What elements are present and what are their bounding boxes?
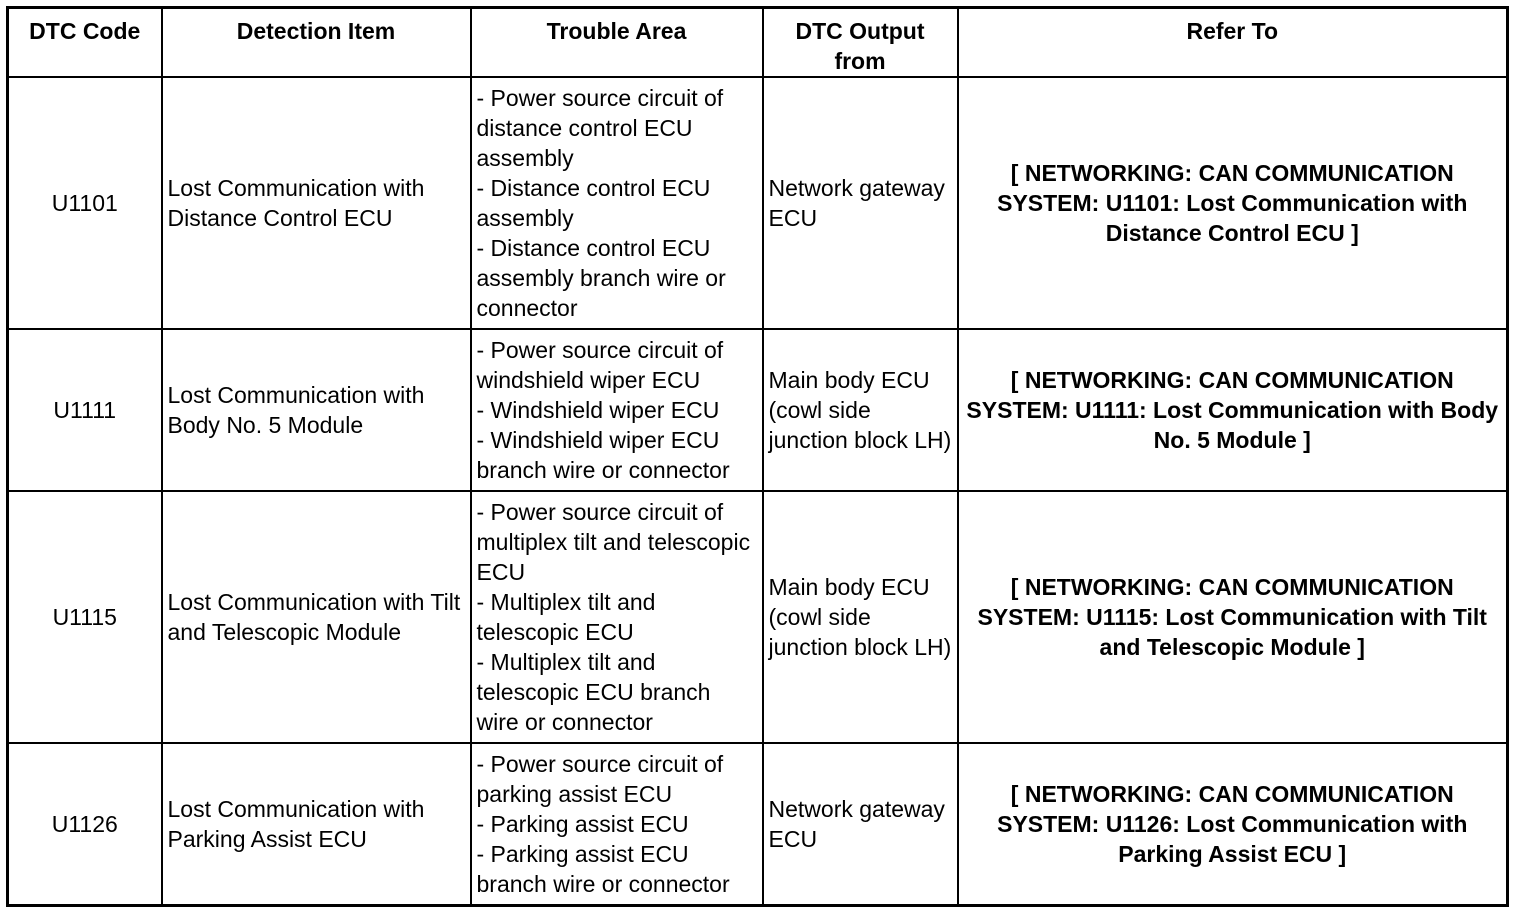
refer-to-link[interactable]: [ NETWORKING: CAN COMMUNICATION SYSTEM: U1101: Lost Communication with Distance Control ECU ] <box>958 77 1508 329</box>
dtc-table <box>6 6 1509 907</box>
refer-to-link[interactable]: [ NETWORKING: CAN COMMUNICATION SYSTEM: U1111: Lost Communication with Body No. 5 Module ] <box>958 329 1508 491</box>
trouble-area-line: - Distance control ECU assembly <box>476 175 711 231</box>
detection-item-cell: Lost Communication with Parking Assist ECU <box>162 743 471 906</box>
trouble-area-line: - Power source circuit of distance control ECU assembly <box>476 85 724 171</box>
detection-item-cell: Lost Communication with Body No. 5 Module <box>162 329 471 491</box>
trouble-area-line: - Distance control ECU assembly branch wire or connector <box>476 235 726 321</box>
detection-item-cell: Lost Communication with Distance Control ECU <box>162 77 471 329</box>
trouble-area-line: - Power source circuit of parking assist ECU <box>476 751 724 807</box>
trouble-area-cell <box>471 77 763 329</box>
trouble-area-cell <box>471 743 763 906</box>
dtc-output-cell: Network gateway ECU <box>763 743 958 906</box>
header-row <box>8 8 1508 78</box>
header-refer-to: Refer To <box>958 8 1508 78</box>
trouble-area-line: - Windshield wiper ECU branch wire or connector <box>476 427 730 483</box>
trouble-area-line: - Multiplex tilt and telescopic ECU branch wire or connector <box>476 649 711 735</box>
dtc-code-cell: U1115 <box>8 491 162 743</box>
dtc-code-cell: U1101 <box>8 77 162 329</box>
trouble-area-line: - Multiplex tilt and telescopic ECU <box>476 589 656 645</box>
refer-to-link[interactable]: [ NETWORKING: CAN COMMUNICATION SYSTEM: U1115: Lost Communication with Tilt and Telescopic Module ] <box>958 491 1508 743</box>
dtc-code-cell: U1126 <box>8 743 162 906</box>
header-dtc-code: DTC Code <box>8 8 162 78</box>
dtc-output-cell: Network gateway ECU <box>763 77 958 329</box>
trouble-area-line: - Power source circuit of windshield wiper ECU <box>476 337 724 393</box>
detection-item-cell: Lost Communication with Tilt and Telescopic Module <box>162 491 471 743</box>
refer-to-link[interactable]: [ NETWORKING: CAN COMMUNICATION SYSTEM: U1126: Lost Communication with Parking Assist ECU ] <box>958 743 1508 906</box>
trouble-area-cell <box>471 491 763 743</box>
trouble-area-line: - Parking assist ECU <box>476 811 689 837</box>
dtc-output-cell: Main body ECU (cowl side junction block LH) <box>763 491 958 743</box>
trouble-area-line: - Windshield wiper ECU <box>476 397 720 423</box>
trouble-area-line: - Parking assist ECU branch wire or connector <box>476 841 730 897</box>
table-row <box>8 743 1508 906</box>
trouble-area-line: - Power source circuit of multiplex tilt and telescopic ECU <box>476 499 751 585</box>
dtc-code-cell: U1111 <box>8 329 162 491</box>
header-trouble-area: Trouble Area <box>471 8 763 78</box>
trouble-area-cell <box>471 329 763 491</box>
dtc-output-cell: Main body ECU (cowl side junction block LH) <box>763 329 958 491</box>
header-detection-item: Detection Item <box>162 8 471 78</box>
table-row <box>8 77 1508 329</box>
table-row <box>8 329 1508 491</box>
header-dtc-output-from: DTC Output from <box>763 8 958 78</box>
table-row <box>8 491 1508 743</box>
